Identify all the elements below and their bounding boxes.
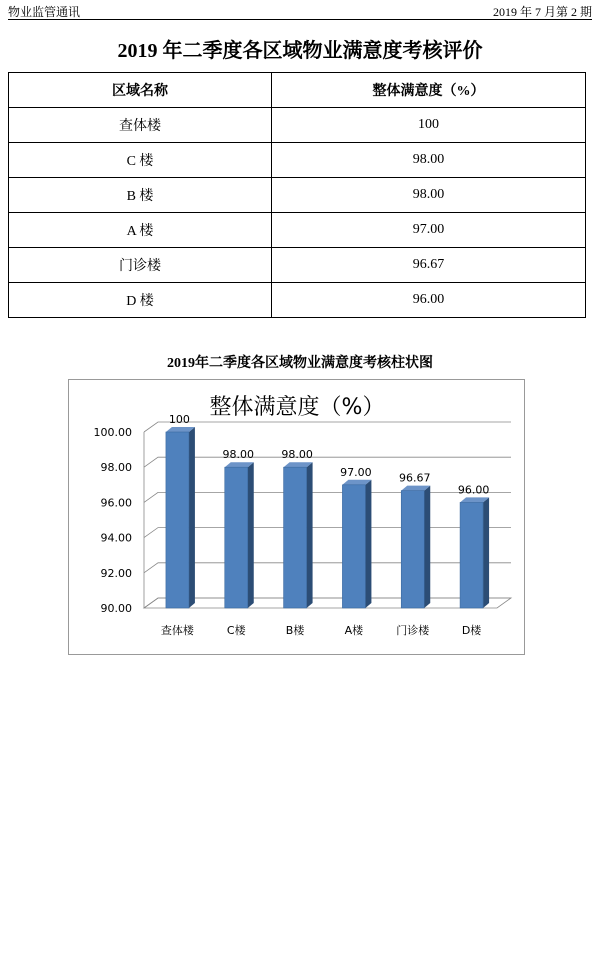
area-name-cell: 门诊楼 bbox=[9, 248, 272, 283]
x-tick-label: 查体楼 bbox=[160, 624, 194, 637]
y-tick-label: 90.00 bbox=[100, 602, 132, 615]
bar bbox=[166, 432, 189, 608]
data-label: 96.67 bbox=[399, 471, 431, 485]
area-name-cell: D 楼 bbox=[9, 283, 272, 318]
table-row bbox=[9, 248, 586, 283]
table-header-row bbox=[9, 73, 586, 108]
chart-title: 整体满意度（%） bbox=[209, 395, 385, 420]
satisfaction-cell: 98.00 bbox=[272, 143, 586, 178]
area-name-cell: C 楼 bbox=[9, 143, 272, 178]
satisfaction-cell: 97.00 bbox=[272, 213, 586, 248]
bar bbox=[225, 467, 248, 608]
satisfaction-table bbox=[8, 72, 586, 318]
column-header: 整体满意度（%） bbox=[272, 73, 586, 108]
table-row bbox=[9, 108, 586, 143]
gridline bbox=[144, 563, 511, 573]
gridline bbox=[144, 528, 511, 538]
data-label: 97.00 bbox=[340, 465, 372, 479]
table-row bbox=[9, 213, 586, 248]
y-tick-label: 92.00 bbox=[100, 566, 132, 580]
bar-chart bbox=[68, 379, 525, 655]
x-tick-label: C楼 bbox=[226, 624, 246, 637]
satisfaction-cell: 96.00 bbox=[272, 283, 586, 318]
table-row bbox=[9, 178, 586, 213]
y-tick-label: 96.00 bbox=[100, 496, 132, 510]
y-tick-label: 100.00 bbox=[93, 426, 132, 439]
table-row bbox=[9, 283, 586, 318]
bar-side bbox=[424, 486, 430, 608]
x-tick-label: D楼 bbox=[461, 624, 482, 637]
bar bbox=[401, 491, 424, 608]
y-tick-label: 98.00 bbox=[100, 461, 132, 475]
satisfaction-cell: 100 bbox=[272, 108, 586, 143]
gridline bbox=[144, 598, 511, 608]
area-name-cell: 查体楼 bbox=[9, 108, 272, 143]
page-title: 2019 年二季度各区域物业满意度考核评价 bbox=[117, 40, 483, 62]
bar-side bbox=[483, 497, 489, 608]
column-header: 区域名称 bbox=[9, 73, 272, 108]
data-label: 98.00 bbox=[222, 448, 254, 462]
bar-chart-svg bbox=[69, 380, 526, 656]
data-label: 100 bbox=[168, 413, 190, 426]
page-header bbox=[8, 2, 592, 20]
chart-section-title: 2019年二季度各区域物业满意度考核柱状图 bbox=[167, 356, 433, 371]
satisfaction-cell: 98.00 bbox=[272, 178, 586, 213]
satisfaction-cell: 96.67 bbox=[272, 248, 586, 283]
bar-side bbox=[307, 462, 313, 608]
x-tick-label: B楼 bbox=[285, 624, 305, 637]
x-tick-label: 门诊楼 bbox=[396, 624, 430, 637]
x-tick-label: A楼 bbox=[344, 624, 364, 637]
data-label: 96.00 bbox=[457, 483, 490, 497]
gridline bbox=[144, 457, 511, 467]
gridline bbox=[144, 422, 511, 432]
publication-name: 物业监管通讯 bbox=[8, 5, 81, 19]
bar-side bbox=[248, 462, 254, 608]
bar-side bbox=[365, 480, 371, 608]
area-name-cell: A 楼 bbox=[9, 213, 272, 248]
table-row bbox=[9, 143, 586, 178]
area-name-cell: B 楼 bbox=[9, 178, 272, 213]
chart-floor bbox=[144, 598, 511, 608]
bar-side bbox=[189, 427, 195, 608]
issue-info: 2019 年 7 月第 2 期 bbox=[492, 5, 592, 19]
bar bbox=[460, 502, 483, 608]
bar bbox=[342, 485, 365, 608]
gridline bbox=[144, 492, 511, 502]
bar bbox=[284, 467, 307, 608]
data-label: 98.00 bbox=[281, 448, 313, 462]
y-tick-label: 94.00 bbox=[100, 531, 132, 545]
